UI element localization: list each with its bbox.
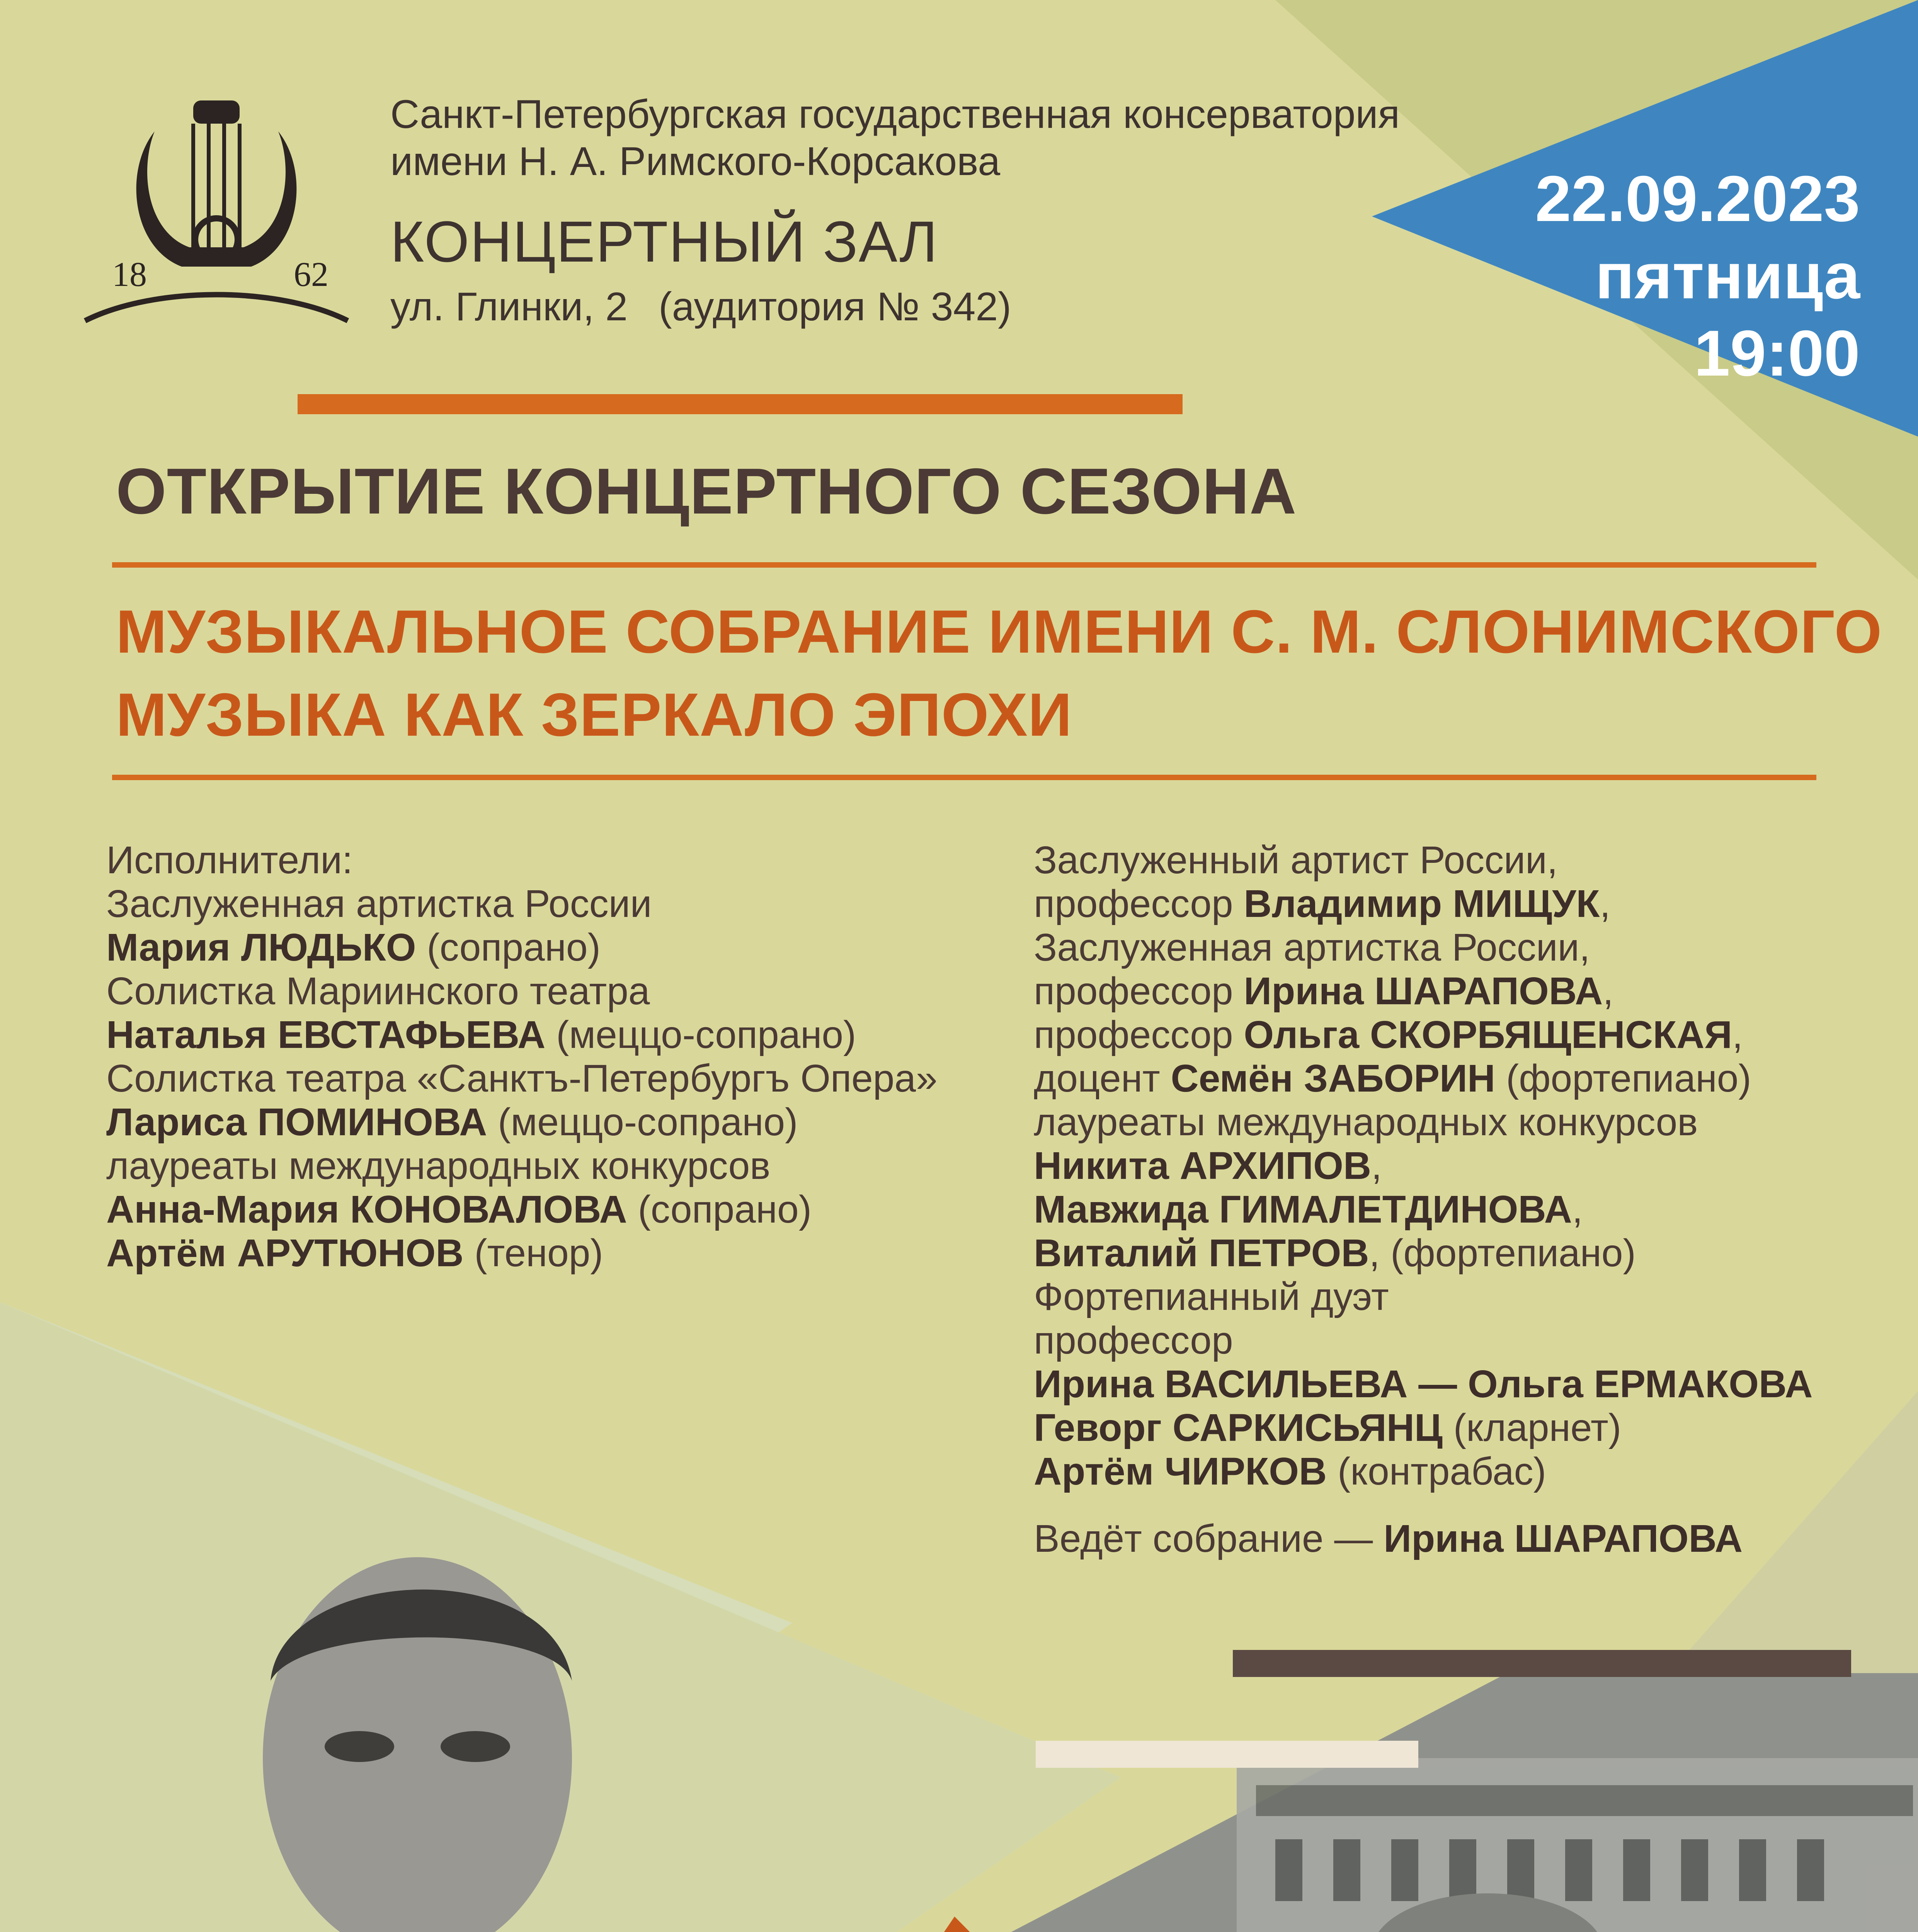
- performer-title: Заслуженный артист России,: [1034, 838, 1558, 882]
- performer-name: Артём АРУТЮНОВ: [106, 1231, 464, 1275]
- performer-role: ,: [1600, 882, 1611, 925]
- dark-bar: [1233, 1650, 1851, 1677]
- conservatory-lyre-logo: [77, 85, 356, 340]
- performer-name: Виталий ПЕТРОВ: [1034, 1231, 1369, 1275]
- performer-line: [1034, 1057, 1812, 1100]
- performer-prefix: доцент: [1034, 1057, 1171, 1100]
- performer-line: [106, 1013, 938, 1057]
- performer-line: [1034, 1450, 1812, 1493]
- event-weekday: пятница: [1595, 240, 1860, 312]
- performer-line: [1034, 1013, 1812, 1057]
- event-date: 22.09.2023: [1535, 162, 1860, 235]
- performers-heading: Исполнители:: [106, 838, 353, 882]
- performer-line: [1034, 1362, 1812, 1406]
- performer-title: Заслуженная артистка России: [106, 882, 652, 925]
- divider-line-2: [112, 775, 1816, 780]
- performer-line: [1034, 1188, 1812, 1231]
- performers-left: [106, 838, 938, 1275]
- performer-title: Заслуженная артистка России,: [1034, 926, 1590, 969]
- performer-role: , (фортепиано): [1369, 1231, 1636, 1275]
- performer-title: профессор: [1034, 1319, 1233, 1362]
- composer-portrait: [31, 1507, 862, 1932]
- assembly-title: МУЗЫКАЛЬНОЕ СОБРАНИЕ ИМЕНИ С. М. СЛОНИМСКОГО: [116, 598, 1882, 666]
- performer-prefix: профессор: [1034, 1013, 1244, 1056]
- host-label: Ведёт собрание —: [1034, 1517, 1384, 1560]
- divider-line-1: [112, 562, 1816, 568]
- performer-name: Лариса ПОМИНОВА: [106, 1100, 487, 1144]
- performer-role: ,: [1603, 969, 1614, 1013]
- divider-bar-top: [298, 394, 1183, 414]
- performer-title: Фортепианный дуэт: [1034, 1275, 1389, 1318]
- host-line: [1034, 1517, 1743, 1561]
- performer-role: (меццо-сопрано): [545, 1013, 856, 1056]
- performer-name: Ирина ШАРАПОВА: [1244, 969, 1603, 1013]
- institution-line-1: Санкт-Петербургская государственная консерватория: [390, 92, 1400, 137]
- hall-title: КОНЦЕРТНЫЙ ЗАЛ: [390, 209, 938, 274]
- address: [390, 284, 1011, 330]
- performer-prefix: профессор: [1034, 969, 1244, 1013]
- performer-prefix: профессор: [1034, 882, 1244, 925]
- performer-title: Солистка Мариинского театра: [106, 969, 650, 1013]
- performer-name: Артём ЧИРКОВ: [1034, 1450, 1327, 1493]
- performer-role: (меццо-сопрано): [487, 1100, 798, 1144]
- performer-name: Анна-Мария КОНОВАЛОВА: [106, 1188, 627, 1231]
- season-opening-title: ОТКРЫТИЕ КОНЦЕРТНОГО СЕЗОНА: [116, 455, 1297, 527]
- performer-role: (сопрано): [627, 1188, 812, 1231]
- performer-line: [1034, 1231, 1812, 1275]
- performer-role: ,: [1732, 1013, 1743, 1056]
- performer-line: [106, 1231, 938, 1275]
- performer-role: (кларнет): [1442, 1406, 1622, 1449]
- event-time: 19:00: [1694, 317, 1860, 389]
- logo-year-left: 18: [112, 255, 147, 294]
- assembly-subtitle: МУЗЫКА КАК ЗЕРКАЛО ЭПОХИ: [116, 681, 1072, 749]
- performer-title: лауреаты международных конкурсов: [1034, 1100, 1698, 1144]
- building-illustration: [1237, 1758, 1918, 1932]
- performer-name: Ирина ВАСИЛЬЕВА — Ольга ЕРМАКОВА: [1034, 1362, 1813, 1406]
- institution-line-2: имени Н. А. Римского-Корсакова: [390, 139, 1001, 184]
- performers-right: [1034, 838, 1812, 1493]
- performer-name: Семён ЗАБОРИН: [1171, 1057, 1496, 1100]
- logo-year-right: 62: [294, 255, 328, 294]
- performer-title: Солистка театра «Санктъ-Петербургъ Опера»: [106, 1057, 938, 1100]
- performer-line: [1034, 882, 1812, 926]
- performer-line: [106, 1100, 938, 1144]
- performer-line: [106, 1188, 938, 1231]
- light-bar: [1036, 1741, 1418, 1768]
- performer-title: лауреаты международных конкурсов: [106, 1144, 771, 1187]
- street-address: ул. Глинки, 2: [390, 284, 628, 329]
- room-number: (аудитория № 342): [659, 284, 1011, 329]
- institution-name: [390, 91, 1400, 185]
- host-name: Ирина ШАРАПОВА: [1384, 1517, 1743, 1560]
- performer-line: [1034, 1144, 1812, 1188]
- performer-name: Геворг САРКИСЬЯНЦ: [1034, 1406, 1443, 1449]
- performer-line: [106, 926, 938, 969]
- performer-role: (контрабас): [1327, 1450, 1546, 1493]
- performer-name: Наталья ЕВСТАФЬЕВА: [106, 1013, 546, 1056]
- performer-line: [1034, 1406, 1812, 1450]
- performer-role: (тенор): [463, 1231, 603, 1275]
- performer-name: Мария ЛЮДЬКО: [106, 926, 416, 969]
- performer-name: Мавжида ГИМАЛЕТДИНОВА: [1034, 1188, 1572, 1231]
- performer-name: Владимир МИЩУК: [1244, 882, 1600, 925]
- performer-role: ,: [1371, 1144, 1382, 1187]
- performer-role: (сопрано): [416, 926, 601, 969]
- performer-role: ,: [1572, 1188, 1583, 1231]
- performer-role: (фортепиано): [1495, 1057, 1751, 1100]
- performer-name: Никита АРХИПОВ: [1034, 1144, 1372, 1187]
- performer-line: [1034, 969, 1812, 1013]
- performer-name: Ольга СКОРБЯЩЕНСКАЯ: [1244, 1013, 1732, 1056]
